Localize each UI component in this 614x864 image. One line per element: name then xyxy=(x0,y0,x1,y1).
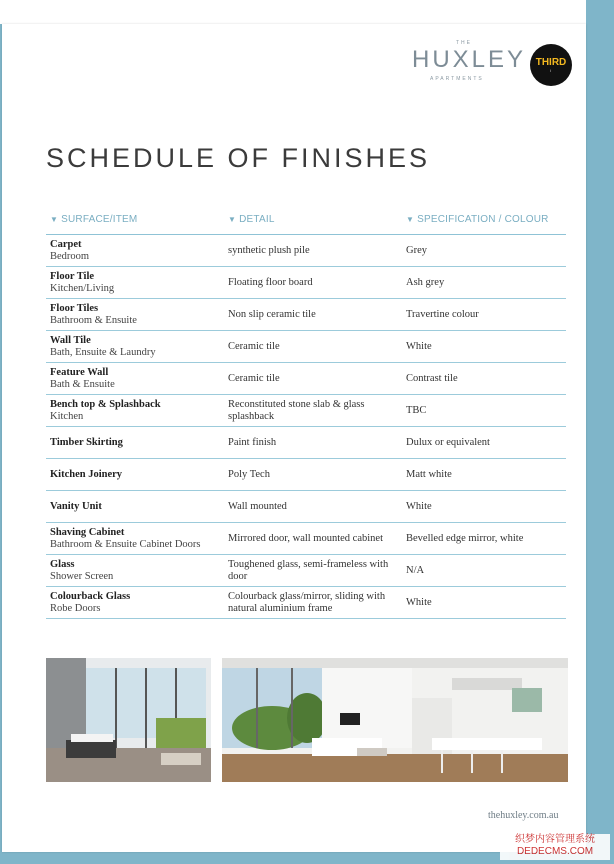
spec-cell: Dulux or equivalent xyxy=(406,436,490,448)
detail-cell: Toughened glass, semi-frameless with door xyxy=(228,558,389,582)
header-specification: ▼ SPECIFICATION / COLOUR xyxy=(406,214,549,225)
detail-cell: Ceramic tile xyxy=(228,372,280,384)
item-name: Kitchen Joinery xyxy=(50,468,123,480)
logo-name-text: HUXLEY xyxy=(412,46,527,73)
detail-cell: Mirrored door, wall mounted cabinet xyxy=(228,532,383,544)
detail-cell: Poly Tech xyxy=(228,468,270,480)
table-row xyxy=(46,299,566,331)
spec-cell: Contrast tile xyxy=(406,372,458,384)
triangle-down-icon: ▼ xyxy=(50,215,59,224)
spec-cell: Travertine colour xyxy=(406,308,479,320)
item-name: Carpet xyxy=(50,238,82,250)
item-cell xyxy=(50,331,226,362)
table-row xyxy=(46,267,566,299)
right-border-band xyxy=(586,0,614,864)
spec-cell: White xyxy=(406,340,432,352)
logo-the-text: THE xyxy=(456,40,472,46)
detail-cell: Colourback glass/mirror, sliding with natural aluminium frame xyxy=(228,590,386,614)
item-cell xyxy=(50,299,226,330)
spec-cell: Matt white xyxy=(406,468,452,480)
item-location: Bath & Ensuite xyxy=(50,378,115,390)
table-row xyxy=(46,395,566,427)
table-row xyxy=(46,363,566,395)
bedroom-photo xyxy=(46,658,211,782)
table-row xyxy=(46,491,566,523)
item-cell xyxy=(50,555,226,586)
item-location: Bath, Ensuite & Laundry xyxy=(50,346,156,358)
website-url: thehuxley.com.au xyxy=(488,810,559,821)
item-name: Vanity Unit xyxy=(50,500,102,512)
bedroom-photo-illustration xyxy=(46,658,211,782)
item-cell xyxy=(50,363,226,394)
item-location: Kitchen/Living xyxy=(50,282,115,294)
item-cell xyxy=(50,427,226,458)
detail-cell: Reconstituted stone slab & glass splashback xyxy=(228,398,365,422)
detail-cell: synthetic plush pile xyxy=(228,244,310,256)
table-row xyxy=(46,555,566,587)
item-cell xyxy=(50,523,226,554)
watermark xyxy=(500,834,610,860)
item-location: Bedroom xyxy=(50,250,90,262)
item-name: Floor Tile xyxy=(50,270,95,282)
item-cell xyxy=(50,459,226,490)
detail-cell: Floating floor board xyxy=(228,276,313,288)
table-row xyxy=(46,523,566,555)
spec-cell: White xyxy=(406,500,432,512)
detail-cell: Non slip ceramic tile xyxy=(228,308,316,320)
item-location: Robe Doors xyxy=(50,602,101,614)
item-name: Timber Skirting xyxy=(50,436,123,448)
item-location: Bathroom & Ensuite xyxy=(50,314,137,326)
item-cell xyxy=(50,395,226,426)
table-row xyxy=(46,427,566,459)
item-name: Wall Tile xyxy=(50,334,91,346)
badge-main-text: THIRD xyxy=(535,56,567,68)
item-name: Colourback Glass xyxy=(50,590,131,602)
item-name: Floor Tiles xyxy=(50,302,99,314)
item-location: Bathroom & Ensuite Cabinet Doors xyxy=(50,538,201,550)
detail-cell: Wall mounted xyxy=(228,500,287,512)
spec-cell: Ash grey xyxy=(406,276,445,288)
header-detail: ▼ DETAIL xyxy=(228,214,275,225)
spec-cell: TBC xyxy=(406,404,427,416)
huxley-logo xyxy=(408,40,578,90)
detail-cell: Paint finish xyxy=(228,436,277,448)
finishes-table-body xyxy=(46,235,566,619)
detail-cell: Ceramic tile xyxy=(228,340,280,352)
item-name: Glass xyxy=(50,558,75,570)
item-name: Shaving Cabinet xyxy=(50,526,125,538)
item-location: Kitchen xyxy=(50,410,84,422)
table-header xyxy=(46,212,566,235)
spec-cell: Bevelled edge mirror, white xyxy=(406,532,524,544)
item-name: Bench top & Splashback xyxy=(50,398,161,410)
table-row xyxy=(46,331,566,363)
table-row xyxy=(46,459,566,491)
item-cell xyxy=(50,267,226,298)
spec-cell: N/A xyxy=(406,564,425,576)
table-row xyxy=(46,587,566,619)
top-margin xyxy=(0,0,614,24)
living-room-photo-illustration xyxy=(222,658,568,782)
watermark-line-1: 织梦内容管理系统 xyxy=(515,834,595,845)
spec-cell: Grey xyxy=(406,244,427,256)
triangle-down-icon: ▼ xyxy=(406,215,415,224)
table-row xyxy=(46,235,566,267)
item-name: Feature Wall xyxy=(50,366,109,378)
item-cell xyxy=(50,235,226,266)
living-room-photo xyxy=(222,658,568,782)
spec-cell: White xyxy=(406,596,432,608)
watermark-line-2: DEDECMS.COM xyxy=(516,846,594,857)
third-badge-logo xyxy=(530,44,572,86)
item-cell xyxy=(50,587,226,618)
logo-subtitle-text: APARTMENTS xyxy=(430,76,484,82)
badge-small-text: I xyxy=(549,67,553,73)
triangle-down-icon: ▼ xyxy=(228,215,237,224)
header-surface-item: ▼ SURFACE/ITEM xyxy=(50,214,138,225)
page-title: SCHEDULE OF FINISHES xyxy=(46,143,431,173)
item-cell xyxy=(50,491,226,522)
item-location: Shower Screen xyxy=(50,570,114,582)
